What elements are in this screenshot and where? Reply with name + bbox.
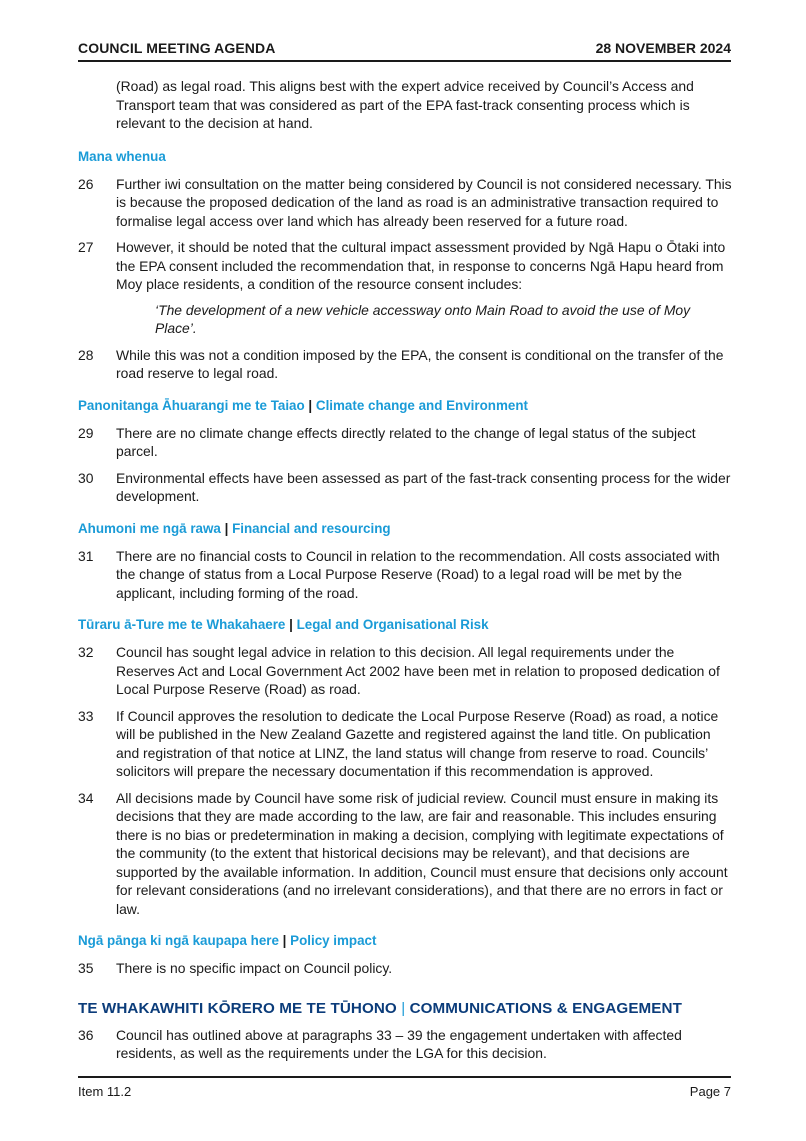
heading-separator: |: [282, 933, 287, 948]
paragraph-text: All decisions made by Council have some risk of judicial review. Council must ensure in making its decisions that they are made according to the law, are fair and reasonable. This includes ensuring there is no bias or predetermination in making a decision, complying with legitimate expectations of the community (to the extent that historical decisions may be relevant), and that decisions are supported by the available information. In addition, Council must ensure that decisions only account for relevant considerations (and no irrelevant considerations), and that there are no errors in fact or law.: [116, 789, 728, 917]
heading-english: Climate change and Environment: [315, 397, 528, 413]
paragraph-text: Environmental effects have been assessed as part of the fast-track consenting process for the wider development.: [116, 469, 731, 504]
paragraph-number: 33: [78, 707, 94, 724]
paragraph-number: 27: [78, 239, 94, 255]
heading-maori: TE WHAKAWHITI KŌRERO ME TE TŪHONO: [78, 999, 397, 1017]
paragraph-28: [78, 346, 733, 383]
paragraph-text: However, it should be noted that the cultural impact assessment provided by Ngā Hapu o Ōtaki into the EPA consent included the recommendation that, in response to concerns Ngā Hapu heard from Moy place residents, a condition of the resource consent includes:: [116, 239, 726, 292]
paragraph-number: 36: [78, 1026, 94, 1043]
paragraph-29: [78, 424, 733, 461]
heading-maori: Ahumoni me ngā rawa: [78, 520, 221, 536]
paragraph-number: 34: [78, 789, 94, 806]
heading-climate: [78, 397, 733, 415]
heading-english: Policy impact: [290, 933, 377, 948]
heading-english: Financial and resourcing: [232, 520, 391, 536]
page-body: [78, 77, 733, 1063]
paragraph-number: 30: [78, 469, 94, 486]
paragraph-text: Further iwi consultation on the matter being considered by Council is not considered necessary. This is because the proposed dedication of the land as road is an administrative transaction required to formalise legal access over land which has already been reserved for a future road.: [116, 175, 732, 229]
block-quote: ‘The development of a new vehicle accessway onto Main Road to avoid the use of Moy Place’.: [155, 301, 691, 336]
heading-separator: |: [224, 520, 229, 536]
paragraph-number: 32: [78, 644, 94, 660]
heading-maori: Ngā pānga ki ngā kaupapa here: [78, 933, 279, 948]
paragraph-text: Council has sought legal advice in relation to this decision. All legal requirements under the Reserves Act and Local Government Act 2002 have been met in relation to proposed dedication of Local Purpose Reserve (Road) as road.: [116, 644, 720, 697]
item-number: Item 11.2: [78, 1084, 132, 1099]
heading-english: COMMUNICATIONS & ENGAGEMENT: [409, 999, 682, 1017]
paragraph-32: [78, 643, 733, 699]
paragraph-26: [78, 175, 733, 231]
heading-maori: Panonitanga Āhuarangi me te Taiao: [78, 397, 305, 413]
paragraph-34: [78, 789, 733, 919]
heading-separator: |: [289, 617, 293, 632]
paragraph-33: [78, 707, 733, 781]
heading-separator: |: [401, 999, 406, 1017]
page-header: [78, 40, 731, 62]
paragraph-number: 29: [78, 424, 94, 441]
paragraph-text: While this was not a condition imposed by the EPA, the consent is conditional on the transfer of the road reserve to legal road.: [116, 346, 724, 381]
heading-mana-whenua: Mana whenua: [78, 148, 166, 164]
paragraph-31: [78, 547, 733, 603]
paragraph-number: 26: [78, 175, 94, 192]
paragraph-number: 28: [78, 346, 94, 363]
heading-policy: [78, 932, 733, 950]
paragraph-number: 35: [78, 960, 94, 976]
paragraph-27: [78, 238, 733, 294]
heading-separator: |: [308, 397, 313, 413]
paragraph-number: 31: [78, 547, 94, 564]
heading-english: Legal and Organisational Risk: [296, 617, 489, 632]
intro-paragraph: (Road) as legal road. This aligns best with the expert advice received by Council’s Access and Transport team that was considered as part of the EPA fast-track consenting process which is relevant to the decision at hand.: [116, 78, 694, 131]
paragraph-text: There is no specific impact on Council policy.: [116, 960, 393, 976]
heading-financial: [78, 520, 733, 538]
heading-legal: [78, 616, 733, 634]
paragraph-text: Council has outlined above at paragraphs 33 – 39 the engagement undertaken with affected residents, as well as the requirements under the LGA for this decision.: [116, 1026, 682, 1061]
document-title: COUNCIL MEETING AGENDA: [78, 40, 276, 56]
paragraph-35: [78, 959, 733, 978]
document-date: 28 NOVEMBER 2024: [595, 40, 731, 56]
paragraph-30: [78, 469, 733, 506]
page-number: Page 7: [689, 1084, 731, 1099]
paragraph-text: If Council approves the resolution to dedicate the Local Purpose Reserve (Road) as road, a notice will be published in the New Zealand Gazette and registered against the land title. On publication and registration of that notice at LINZ, the land status will change from reserve to road. Councils’ solicitors will prepare the necessary documentation if this recommendation is approved.: [116, 707, 719, 779]
paragraph-text: There are no financial costs to Council in relation to the recommendation. All costs associated with the change of status from a Local Purpose Reserve (Road) to a legal road will be met by the applicant, including forming of the road.: [116, 547, 720, 601]
heading-maori: Tūraru ā-Ture me te Whakahaere: [78, 617, 286, 632]
paragraph-36: [78, 1026, 733, 1063]
paragraph-text: There are no climate change effects directly related to the change of legal status of the subject parcel.: [116, 424, 696, 459]
heading-communications: [78, 999, 733, 1019]
page-footer: [78, 1076, 731, 1100]
